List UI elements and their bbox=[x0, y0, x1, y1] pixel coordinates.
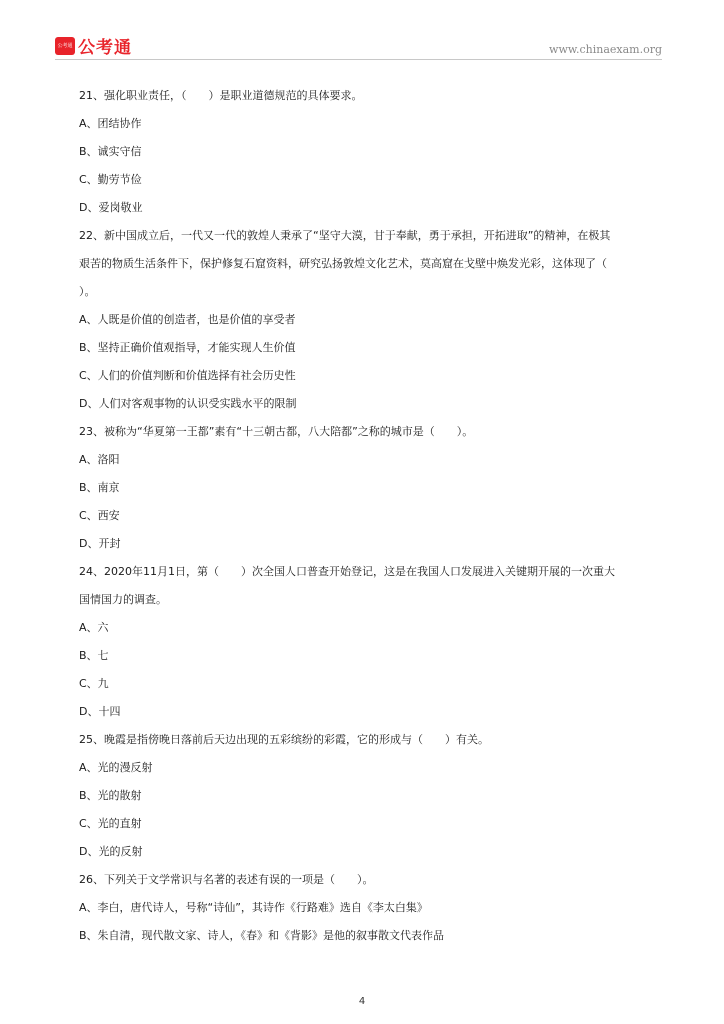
question-25 bbox=[79, 726, 669, 866]
question-list bbox=[79, 82, 669, 950]
option-d: D、十四 bbox=[79, 705, 121, 718]
question-24 bbox=[79, 558, 669, 726]
option-d: D、光的反射 bbox=[79, 845, 143, 858]
option-a: A、光的漫反射 bbox=[79, 761, 153, 774]
question-stem: 26、下列关于文学常识与名著的表述有误的一项是（ ）。 bbox=[79, 873, 374, 886]
option-d: D、开封 bbox=[79, 537, 121, 550]
logo-text: 公考通 bbox=[78, 38, 132, 58]
question-stem-line: 国情国力的调查。 bbox=[79, 593, 167, 606]
page-header bbox=[0, 0, 724, 64]
question-stem-line: ）。 bbox=[79, 285, 96, 298]
logo-badge-icon: 公考通 bbox=[55, 37, 75, 55]
option-c: C、西安 bbox=[79, 509, 120, 522]
question-stem-line: 22、新中国成立后，一代又一代的敦煌人秉承了“坚守大漠，甘于奉献，勇于承担，开拓进取”的精神，在极其 bbox=[79, 229, 611, 242]
option-c: C、九 bbox=[79, 677, 109, 690]
question-stem bbox=[79, 222, 669, 306]
option-b: B、七 bbox=[79, 649, 109, 662]
site-url: www.chinaexam.org bbox=[549, 43, 662, 56]
brand-logo bbox=[55, 33, 132, 58]
question-21 bbox=[79, 82, 669, 222]
option-b: B、坚持正确价值观指导，才能实现人生价值 bbox=[79, 341, 296, 354]
question-stem: 21、强化职业责任，（ ）是职业道德规范的具体要求。 bbox=[79, 89, 363, 102]
option-c: C、勤劳节俭 bbox=[79, 173, 142, 186]
question-23 bbox=[79, 418, 669, 558]
question-stem: 25、晚霞是指傍晚日落前后天边出现的五彩缤纷的彩霞，它的形成与（ ）有关。 bbox=[79, 733, 489, 746]
question-22 bbox=[79, 222, 669, 418]
question-stem bbox=[79, 558, 669, 614]
option-b: B、诚实守信 bbox=[79, 145, 142, 158]
question-stem: 23、被称为“华夏第一王都”素有“十三朝古都，八大陪都”之称的城市是（ ）。 bbox=[79, 425, 474, 438]
page-number: 4 bbox=[358, 996, 366, 1007]
option-a: A、洛阳 bbox=[79, 453, 120, 466]
option-d: D、爱岗敬业 bbox=[79, 201, 143, 214]
option-c: C、人们的价值判断和价值选择有社会历史性 bbox=[79, 369, 296, 382]
option-a: A、人既是价值的创造者，也是价值的享受者 bbox=[79, 313, 296, 326]
option-b: B、南京 bbox=[79, 481, 120, 494]
header-divider bbox=[55, 59, 662, 60]
option-b: B、光的散射 bbox=[79, 789, 142, 802]
question-26 bbox=[79, 866, 669, 950]
question-stem-line: 24、2020年11月1日，第（ ）次全国人口普查开始登记，这是在我国人口发展进入关键期开展的一次重大 bbox=[79, 565, 615, 578]
question-stem-line: 艰苦的物质生活条件下，保护修复石窟资料，研究弘扬敦煌文化艺术，莫高窟在戈壁中焕发光彩，这体现了（ bbox=[79, 257, 607, 270]
option-a: A、李白，唐代诗人，号称“诗仙”，其诗作《行路难》选自《李太白集》 bbox=[79, 901, 428, 914]
option-d: D、人们对客观事物的认识受实践水平的限制 bbox=[79, 397, 297, 410]
option-a: A、团结协作 bbox=[79, 117, 142, 130]
option-a: A、六 bbox=[79, 621, 109, 634]
option-b: B、朱自清，现代散文家、诗人，《春》和《背影》是他的叙事散文代表作品 bbox=[79, 929, 445, 942]
option-c: C、光的直射 bbox=[79, 817, 142, 830]
